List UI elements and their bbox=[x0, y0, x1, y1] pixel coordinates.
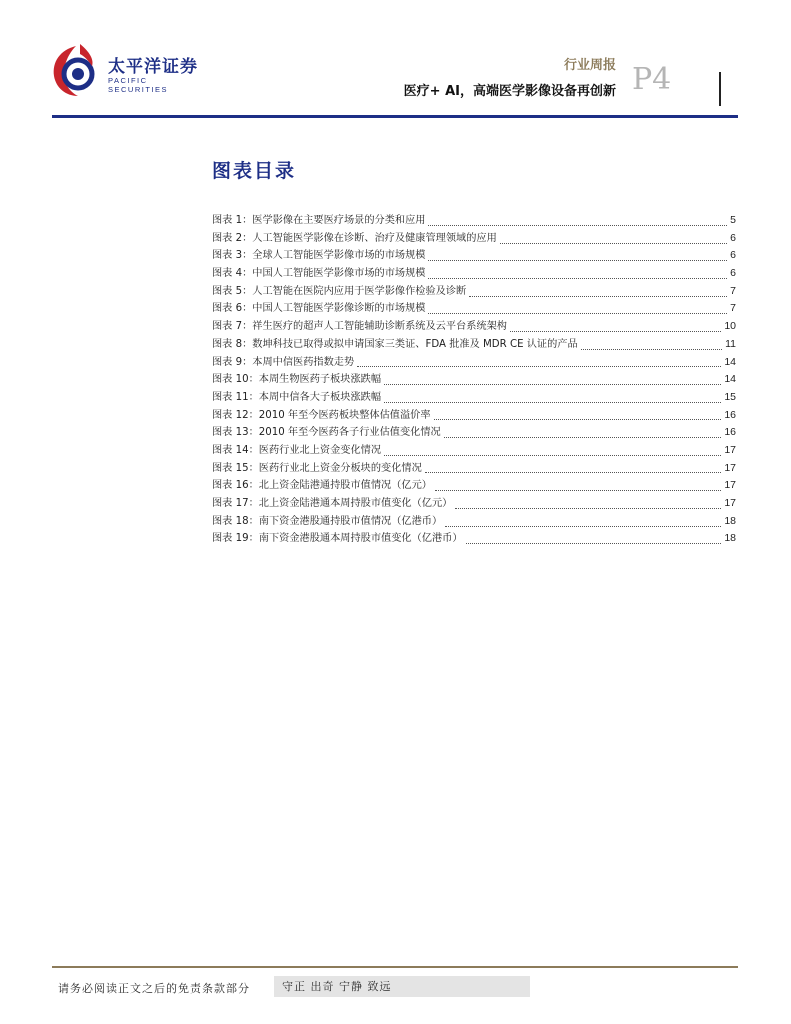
toc-entry-label: 图表 14：医药行业北上资金变化情况 bbox=[212, 444, 382, 456]
toc-entry-page: 17 bbox=[724, 479, 736, 492]
toc-entry[interactable] bbox=[212, 230, 736, 248]
toc-leader-dots bbox=[435, 489, 721, 491]
toc-entry-label: 图表 11：本周中信各大子板块涨跌幅 bbox=[212, 391, 382, 403]
toc-entry-page: 6 bbox=[730, 249, 736, 262]
toc-entry-page: 6 bbox=[730, 231, 736, 244]
toc-entry[interactable] bbox=[212, 212, 736, 230]
toc-leader-dots bbox=[469, 295, 727, 297]
toc-entry-page: 14 bbox=[724, 373, 736, 386]
toc-entry-label: 图表 4：中国人工智能医学影像市场的市场规模 bbox=[212, 268, 426, 280]
toc-entry[interactable] bbox=[212, 371, 736, 389]
toc-entry-label: 图表 17：北上资金陆港通本周持股市值变化（亿元） bbox=[212, 498, 453, 509]
toc-entry-label: 图表 3：全球人工智能医学影像市场的市场规模 bbox=[212, 250, 426, 262]
toc-leader-dots bbox=[581, 348, 722, 350]
toc-entry-page: 16 bbox=[724, 408, 736, 421]
toc-leader-dots bbox=[428, 277, 727, 279]
toc-entry-page: 16 bbox=[724, 426, 736, 439]
toc-entry-label: 图表 2：人工智能医学影像在诊断、治疗及健康管理领域的应用 bbox=[212, 232, 497, 244]
toc-leader-dots bbox=[384, 454, 721, 456]
toc-entry-page: 10 bbox=[724, 320, 736, 333]
logo-company-name: 太平洋证券 bbox=[108, 57, 198, 77]
logo-company-name-en: PACIFIC SECURITIES bbox=[108, 76, 169, 94]
toc-entry[interactable] bbox=[212, 354, 736, 372]
toc-leader-dots bbox=[500, 242, 727, 244]
toc-entry-page: 15 bbox=[724, 390, 736, 403]
toc-entry[interactable] bbox=[212, 495, 736, 513]
footer-disclaimer: 请务必阅读正文之后的免责条款部分 bbox=[58, 982, 250, 995]
toc-entry-label: 图表 15：医药行业北上资金分板块的变化情况 bbox=[212, 462, 422, 474]
toc-entry[interactable] bbox=[212, 477, 736, 495]
toc-leader-dots bbox=[428, 312, 727, 314]
toc-leader-dots bbox=[434, 418, 722, 420]
toc-leader-dots bbox=[425, 471, 722, 473]
toc-entry[interactable] bbox=[212, 389, 736, 407]
toc-entry[interactable] bbox=[212, 460, 736, 478]
toc-leader-dots bbox=[466, 542, 722, 544]
pacific-securities-logo-icon bbox=[50, 42, 102, 98]
toc-leader-dots bbox=[510, 330, 721, 332]
toc-entry-page: 5 bbox=[730, 214, 736, 226]
toc-entry-label: 图表 12：2010 年至今医药板块整体估值溢价率 bbox=[212, 409, 431, 421]
toc-leader-dots bbox=[384, 401, 721, 403]
toc-entry[interactable] bbox=[212, 530, 736, 548]
toc-entry[interactable] bbox=[212, 513, 736, 531]
toc-entry-label: 图表 5：人工智能在医院内应用于医学影像作检验及诊断 bbox=[212, 285, 467, 297]
toc-entry-page: 17 bbox=[724, 497, 736, 509]
toc-heading: 图表目录 bbox=[212, 160, 297, 182]
page-number: P4 bbox=[632, 62, 672, 97]
toc-leader-dots bbox=[357, 365, 721, 367]
toc-leader-dots bbox=[444, 436, 722, 438]
toc-leader-dots bbox=[384, 383, 721, 385]
toc-entry-label: 图表 19：南下资金港股通本周持股市值变化（亿港币） bbox=[212, 533, 463, 545]
toc-entry-page: 17 bbox=[724, 443, 736, 456]
toc-entry[interactable] bbox=[212, 442, 736, 460]
company-logo bbox=[50, 42, 210, 98]
toc-leader-dots bbox=[445, 525, 721, 527]
header-divider bbox=[719, 72, 721, 106]
toc-entry-label: 图表 7：祥生医疗的超声人工智能辅助诊断系统及云平台系统架构 bbox=[212, 321, 507, 333]
toc-entry[interactable] bbox=[212, 283, 736, 301]
header-rule bbox=[52, 115, 738, 118]
toc-entry[interactable] bbox=[212, 318, 736, 336]
toc-entry[interactable] bbox=[212, 336, 736, 354]
toc-entry-label: 图表 6：中国人工智能医学影像诊断的市场规模 bbox=[212, 303, 426, 315]
figure-list bbox=[212, 212, 736, 548]
footer-motto: 守正 出奇 宁静 致远 bbox=[274, 976, 530, 997]
toc-entry-page: 14 bbox=[724, 355, 736, 368]
toc-entry-page: 6 bbox=[730, 267, 736, 280]
report-type: 行业周报 bbox=[563, 58, 616, 73]
toc-entry[interactable] bbox=[212, 265, 736, 283]
toc-leader-dots bbox=[428, 224, 727, 226]
toc-entry-label: 图表 10：本周生物医药子板块涨跌幅 bbox=[212, 374, 382, 386]
toc-entry-page: 7 bbox=[730, 284, 736, 297]
toc-entry[interactable] bbox=[212, 300, 736, 318]
toc-entry-label: 图表 18：南下资金港股通持股市值情况（亿港币） bbox=[212, 515, 443, 527]
toc-entry-label: 图表 8：数坤科技已取得或拟申请国家三类证、FDA 批准及 MDR CE 认证的产品 bbox=[212, 338, 578, 350]
toc-entry-page: 11 bbox=[725, 337, 736, 350]
toc-entry-label: 图表 9：本周中信医药指数走势 bbox=[212, 356, 355, 368]
toc-entry-label: 图表 16：北上资金陆港通持股市值情况（亿元） bbox=[212, 480, 432, 492]
toc-entry-page: 18 bbox=[724, 532, 736, 545]
toc-leader-dots bbox=[455, 507, 721, 509]
footer-rule bbox=[52, 966, 738, 968]
toc-entry-label: 图表 1：医学影像在主要医疗场景的分类和应用 bbox=[212, 215, 426, 226]
toc-entry[interactable] bbox=[212, 407, 736, 425]
toc-entry[interactable] bbox=[212, 247, 736, 265]
toc-entry-page: 7 bbox=[730, 302, 736, 315]
toc-entry-page: 17 bbox=[724, 461, 736, 474]
toc-leader-dots bbox=[428, 259, 727, 261]
toc-entry-label: 图表 13：2010 年至今医药各子行业估值变化情况 bbox=[212, 427, 441, 439]
report-title: 医疗+ AI，高端医学影像设备再创新 bbox=[403, 84, 616, 99]
toc-entry-page: 18 bbox=[724, 514, 736, 527]
toc-entry[interactable] bbox=[212, 424, 736, 442]
